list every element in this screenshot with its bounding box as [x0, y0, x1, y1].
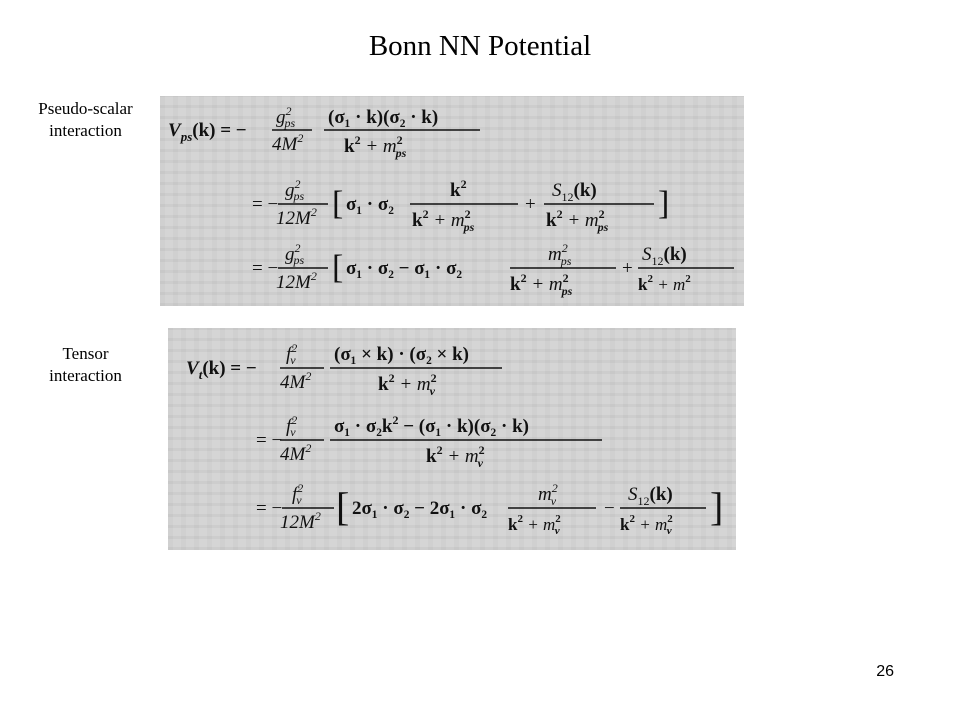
t-coupling-2: $f^2$ v: [286, 413, 298, 439]
ps-eq-2: = −: [252, 194, 279, 215]
tensor-label-line1: Tensor: [62, 344, 109, 363]
ps-bracket-open-3: [: [332, 249, 344, 286]
tensor-equation-image: [168, 328, 736, 550]
t-inner-3: 2σ₁ · σ₂ − 2σ₁ · σ₂: [352, 498, 488, 519]
t-den-1: $4M^2$: [280, 369, 312, 393]
t-den-2b: $k^2 + m^2$ v: [426, 443, 485, 470]
t-eq-3: = −: [256, 498, 283, 519]
ps-sigma-3: σ₁ · σ₂ − σ₁ · σ₂: [346, 258, 463, 279]
ps-plus-2: +: [525, 194, 536, 215]
t-bracket-open-3: [: [336, 484, 350, 529]
ps-coupling-1: $g^2$ ps: [276, 104, 296, 130]
t-den-3b: $k^2 + m^2$ v: [508, 513, 561, 537]
t-den-3: $12M^2$: [280, 509, 321, 533]
ps-coupling-3: $g^2$ ps: [285, 241, 305, 267]
t-den-3c: $k^2 + m^2$ v: [620, 513, 673, 537]
ps-eq-3: = −: [252, 258, 279, 279]
t-den-2: $4M^2$: [280, 441, 312, 465]
ps-den-3b: $k^2 + m^2$ ps: [510, 271, 573, 298]
ps-num-1: (σ₁ · k)(σ₂ · k): [328, 107, 439, 128]
ps-plus-3: +: [622, 258, 633, 279]
ps-coupling-2: $g^2$ ps: [285, 177, 305, 203]
ps-den-1: $4M^2$: [272, 131, 304, 155]
ps-bracket-close-2: ]: [658, 185, 670, 222]
pseudo-scalar-label-line1: Pseudo-scalar: [38, 99, 133, 118]
t-num-1: (σ₁ × k) · (σ₂ × k): [334, 344, 469, 365]
pseudo-scalar-label: [18, 98, 153, 142]
tensor-label-line2: interaction: [49, 366, 122, 385]
ps-bracket-open-2: [: [332, 185, 344, 222]
ps-den-2c: $k^2 + m^2$ ps: [546, 207, 609, 234]
t-num-3a: $m^2$ v: [538, 481, 558, 508]
ps-den-2: $12M^2$: [276, 205, 317, 229]
ps-num-3a: $m^2$ ps: [548, 241, 572, 268]
t-eq-2: = −: [256, 430, 283, 451]
tensor-label: [18, 343, 153, 387]
ps-s12-3: $S_{12}(k)$: [642, 244, 687, 268]
pseudo-scalar-equation-image: [160, 96, 744, 306]
t-num-2: $\sigma_1 \cdot \sigma_2k^2 - (\sigma_1 \cdot k)(\sigma_2 \cdot k)$: [334, 413, 529, 437]
t-minus-3: −: [604, 498, 615, 519]
t-lhs: $V_t(k)$ = −: [186, 358, 257, 382]
t-bracket-close-3: ]: [710, 484, 724, 529]
t-s12-3: $S_{12}(k)$: [628, 484, 673, 508]
pseudo-scalar-equation: [160, 96, 744, 306]
ps-sigma-2: σ₁ · σ₂: [346, 194, 394, 215]
ps-den-3c: $k^2 + m^2$: [638, 273, 691, 294]
t-coupling-3: $f^2$ v: [292, 481, 304, 507]
ps-den-3: $12M^2$: [276, 269, 317, 293]
page-number: 26: [876, 663, 894, 680]
t-coupling-1: $f^2$ v: [286, 341, 298, 367]
t-den-1b: $k^2 + m^2$ v: [378, 371, 437, 398]
ps-den-1b: $k^2 + m^2$ ps: [344, 133, 407, 160]
ps-lhs: $V_{ps}(k)$ = −: [168, 120, 247, 144]
tensor-equation: [168, 328, 736, 550]
pseudo-scalar-label-line2: interaction: [49, 121, 122, 140]
slide-title: Bonn NN Potential: [368, 30, 592, 62]
ps-num-2a: $k^2$: [450, 177, 467, 201]
ps-s12-2: $S_{12}(k)$: [552, 180, 597, 204]
ps-den-2b: $k^2 + m^2$ ps: [412, 207, 475, 234]
